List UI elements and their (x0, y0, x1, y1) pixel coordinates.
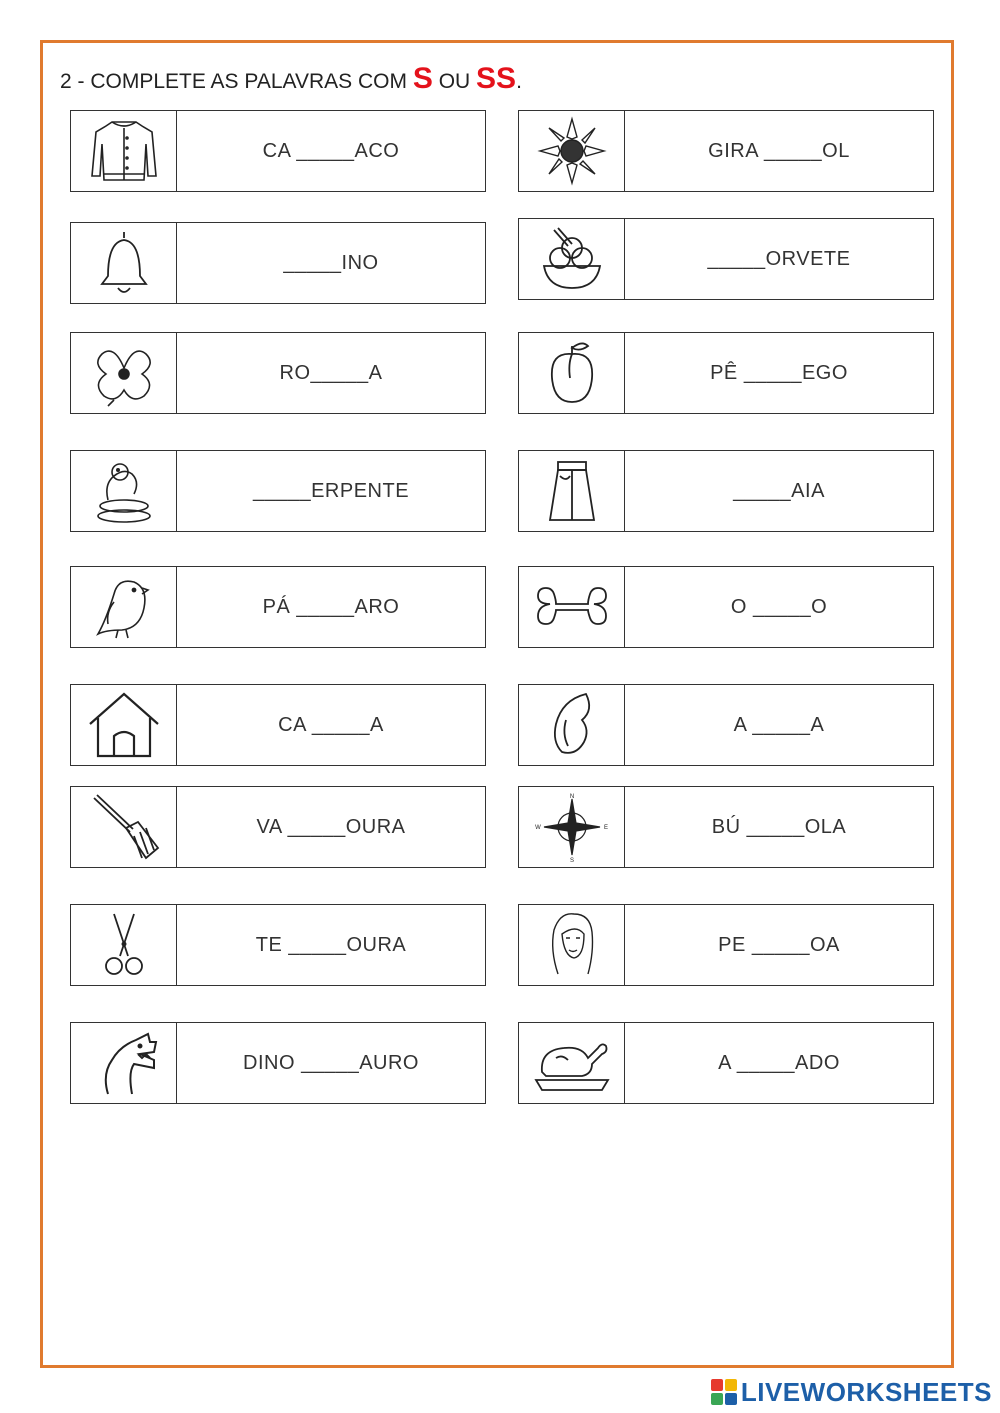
broom-icon (71, 787, 177, 867)
word-card-sorvete (518, 218, 934, 300)
word-text: VA _____OURA (256, 815, 406, 838)
word-text: PÁ _____ARO (262, 595, 400, 618)
instruction-heading: 2 - COMPLETE AS PALAVRAS COM S OU SS. (60, 62, 522, 95)
logo-square-2 (725, 1379, 737, 1391)
word-card-saia (518, 450, 934, 532)
word-text: A _____ADO (718, 1051, 840, 1074)
logo-square-3 (711, 1393, 723, 1405)
word-card-girassol (518, 110, 934, 192)
word-card-pessego (518, 332, 934, 414)
scissors-icon (71, 905, 177, 985)
woman-icon (519, 905, 625, 985)
word-text: PE _____OA (718, 933, 840, 956)
word-card-casaco (70, 110, 486, 192)
snake-icon (71, 451, 177, 531)
word-text: DINO _____AURO (243, 1051, 419, 1074)
word-text: GIRA _____OL (708, 139, 850, 162)
word-card-assado (518, 1022, 934, 1104)
logo-square-1 (711, 1379, 723, 1391)
word-text: PÊ _____EGO (710, 361, 848, 384)
bell-icon (71, 223, 177, 303)
word-text: O _____O (730, 595, 828, 618)
word-text: _____ORVETE (707, 247, 851, 270)
skirt-icon (519, 451, 625, 531)
logo-mark-icon (711, 1379, 737, 1405)
word-text: A _____A (733, 713, 825, 736)
bone-icon (519, 567, 625, 647)
word-card-serpente (70, 450, 486, 532)
letter-s: S (412, 62, 433, 95)
compass-icon (519, 787, 625, 867)
word-card-bussola (518, 786, 934, 868)
word-card-sino (70, 222, 486, 304)
svg-text:E: E (603, 825, 608, 831)
svg-text:S: S (569, 858, 574, 862)
dinosaur-icon (71, 1023, 177, 1103)
liveworksheets-logo (711, 1377, 992, 1407)
bird-icon (71, 567, 177, 647)
roast-chicken-icon (519, 1023, 625, 1103)
word-text: _____INO (283, 251, 379, 274)
word-text: _____AIA (733, 479, 825, 502)
word-text: CA _____A (278, 713, 384, 736)
letters-ss: SS (476, 62, 517, 95)
word-card-casa (70, 684, 486, 766)
word-card-vassoura (70, 786, 486, 868)
wing-icon (519, 685, 625, 765)
jacket-icon (71, 111, 177, 191)
word-text: TE _____OURA (255, 933, 407, 956)
word-card-asa (518, 684, 934, 766)
rose-icon (71, 333, 177, 413)
house-icon (71, 685, 177, 765)
word-text: RO_____A (279, 361, 383, 384)
word-card-tesoura (70, 904, 486, 986)
word-card-pessoa (518, 904, 934, 986)
word-card-rosa (70, 332, 486, 414)
svg-text:N: N (569, 794, 574, 800)
word-text: _____ERPENTE (252, 479, 410, 502)
logo-text: LIVEWORKSHEETS (740, 1376, 992, 1407)
ice-cream-bowl-icon (519, 219, 625, 299)
svg-text:W: W (534, 825, 541, 831)
word-card-dinossauro (70, 1022, 486, 1104)
word-card-osso (518, 566, 934, 648)
peach-icon (519, 333, 625, 413)
word-card-passaro (70, 566, 486, 648)
sunflower-icon (519, 111, 625, 191)
word-text: BÚ _____OLA (711, 815, 847, 838)
word-text: CA _____ACO (262, 139, 400, 162)
logo-square-4 (725, 1393, 737, 1405)
